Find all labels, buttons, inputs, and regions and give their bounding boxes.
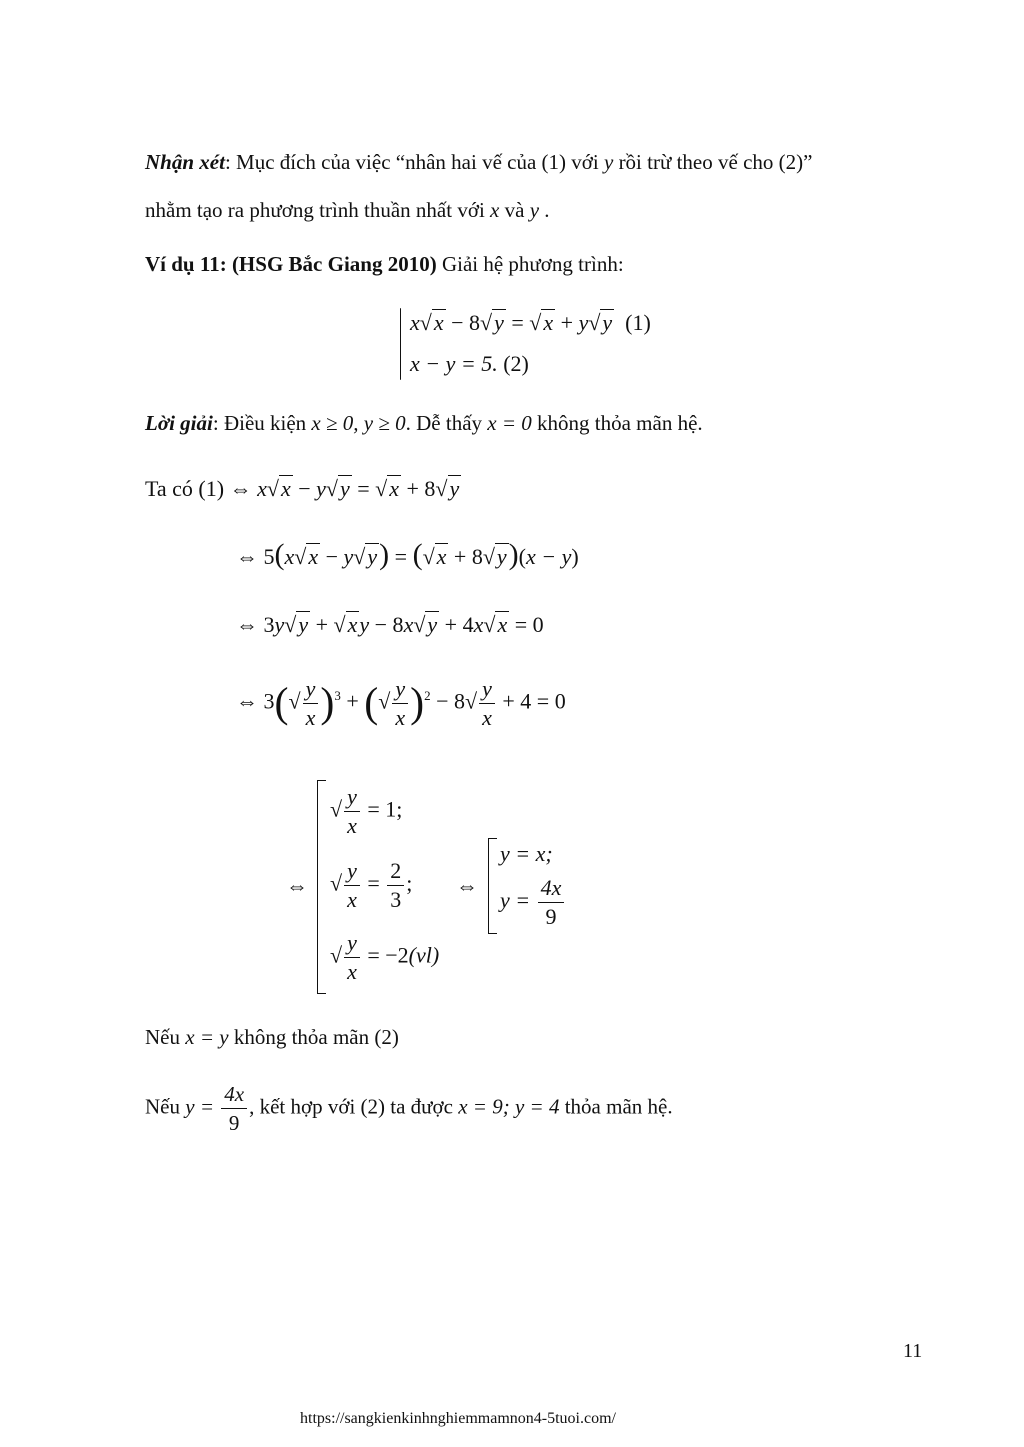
conclusion-2-den: 9 [228,1111,240,1135]
remark-var-x: x [490,198,500,222]
case-3: √ $\frac{y}{x}$ = −2(vl) [330,930,440,984]
conclusion-1-math: x = y [185,1025,229,1049]
remark-dot: . [539,198,550,222]
remark-text-2: nhằm tạo ra phương trình thuần nhất với [145,198,491,222]
conclusion-line-1 [145,1025,399,1050]
conclusion-2-lhs: y = [185,1094,214,1119]
result-1 [500,841,553,867]
case-arrow-2: ⇔ [456,873,478,898]
remark-text-1b: rồi trừ theo vế cho (2)” [613,150,813,174]
derivation-line-1: Ta có (1) ⇔ x√x − y√y = √x + 8√y [145,476,460,501]
conclusion-2-prefix: Nếu [145,1094,186,1119]
system-eq-2 [410,351,529,377]
case-bracket-2 [488,838,497,934]
conclusion-1-text: không thỏa mãn (2) [228,1025,399,1049]
remark-line-2 [145,198,550,223]
solution-cond-after: . Dễ thấy [405,411,488,435]
case-arrow-1: ⇔ [286,873,308,898]
solution-zero-math: x = 0 [487,411,532,435]
solution-cond-text: : Điều kiện [212,411,312,435]
result-2-den: 9 [545,904,557,929]
system-eq-1: x√x − 8√y = √x + y√y (1) [410,310,651,335]
case-3-vl: (vl) [408,942,440,968]
result-2-lhs: y = [500,887,531,913]
footer-url[interactable]: https://sangkienkinhnghiemmamnon4-5tuoi.com/ [300,1410,616,1427]
example-heading [145,252,624,277]
system-brace [400,308,401,380]
result-2-num: 4x [538,874,565,903]
remark-and: và [499,198,530,222]
example-label: Ví dụ 11: (HSG Bắc Giang 2010) [145,252,437,276]
solution-label: Lời giải [145,411,213,435]
conclusion-2-num: 4x [221,1080,247,1109]
system-eq-2-text: x − y = 5. [410,351,498,376]
case-bracket-1 [317,780,326,994]
remark-text-1: : Mục đích của việc “nhân hai vế của (1) với [224,150,604,174]
remark-var-y2: y [529,198,540,222]
solution-cond-math: x ≥ 0, y ≥ 0 [311,411,406,435]
conclusion-2-text: , kết hợp với (2) ta được [249,1094,459,1119]
case-1: √ $\frac{y}{x}$ = 1; [330,784,403,838]
solution-zero-after: không thỏa mãn hệ. [531,411,703,435]
case-1-eq: = 1; [367,796,403,822]
conclusion-line-2 [145,1080,673,1137]
derivation-line-2: ⇔ 5(x√x − y√y) = (√x + 8√y)(x − y) [236,538,579,571]
remark-label: Nhận xét [145,150,225,174]
derivation-line-4: ⇔ 3(√ $\frac{y}{x}$ )$^3$ + (√ $\frac{y}{x}$ )$^2$ − 8√ $\frac{y}{x}$ + 4 = 0 [236,676,566,730]
remark-line-1 [145,150,812,175]
page-number: 11 [903,1340,923,1362]
conclusion-2-math: x = 9; y = 4 [458,1094,560,1119]
derivation-line-3: ⇔ 3y√y + √xy − 8x√y + 4x√x = 0 [236,612,544,637]
derivation-intro: Ta có (1) [145,476,230,501]
case-2-sep: ; [406,870,413,896]
system-tag-2: (2) [503,351,529,376]
case-2: √ $\frac{y}{x}$ = $\frac{2}{3}$ ; [330,858,413,912]
result-1-text: y = x; [500,841,553,866]
system-tag-1: (1) [625,310,651,335]
example-text: Giải hệ phương trình: [436,252,624,276]
conclusion-1-prefix: Nếu [145,1025,186,1049]
conclusion-2-end: thỏa mãn hệ. [559,1094,673,1119]
result-2 [500,874,566,931]
solution-line [145,411,703,436]
remark-var-y: y [603,150,614,174]
